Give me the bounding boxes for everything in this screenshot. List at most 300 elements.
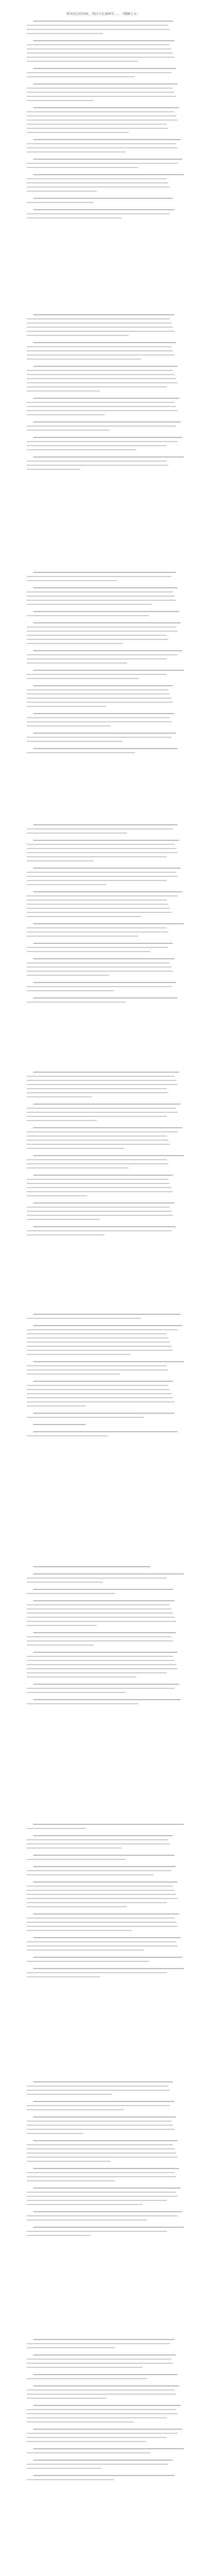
text-line [27,947,168,948]
text-line [27,1676,136,1677]
text-line [27,860,94,861]
text-line [27,1354,130,1355]
text-line [27,986,171,987]
text-line [27,25,168,26]
text-line [33,1573,184,1574]
text-line [33,1835,173,1836]
text-line [27,904,168,905]
text-line [27,596,175,597]
document-page [27,1314,179,1540]
text-line [27,178,167,179]
text-line [33,982,176,983]
text-line [27,884,106,885]
text-line [27,354,175,355]
text-line [27,1369,168,1370]
text-line [27,2452,150,2453]
document-page [27,824,179,1051]
text-line [27,2421,133,2422]
text-line [27,327,173,328]
text-line [27,213,170,214]
text-line [33,1684,179,1685]
text-line [33,748,178,749]
document-title: 寒风吹过的时候，我们立在凛冽里……（模糊正文） [66,12,140,16]
text-line [27,191,97,192]
text-line [27,1120,97,1121]
text-line [27,1131,178,1132]
text-line [27,2235,91,2236]
text-line [33,1824,184,1825]
text-line [27,2378,147,2379]
text-line [33,868,181,869]
text-line [27,1215,173,1216]
text-line [27,1918,175,1919]
text-line [27,128,168,129]
text-line [27,1365,167,1366]
text-line [27,1672,167,1673]
text-line [27,335,129,336]
text-line [27,591,173,592]
text-line [33,1127,182,1128]
text-line [27,1902,167,1903]
text-line [27,967,171,968]
text-line [27,2398,106,2399]
text-line [27,2204,143,2205]
text-line [27,2172,175,2173]
text-line [27,2433,178,2434]
text-line [33,107,179,108]
text-line [33,1072,179,1073]
text-line [27,844,175,845]
text-line [27,2417,167,2418]
text-line [27,1333,167,1334]
text-line [27,1108,176,1109]
text-line [33,2429,182,2430]
text-line [27,346,171,347]
text-line [27,654,178,655]
text-line [27,382,178,383]
text-line [27,132,129,133]
text-line [27,1191,173,1192]
text-line [33,1104,181,1105]
text-line [27,900,167,901]
text-line [27,1617,175,1618]
text-line [27,1417,144,1418]
text-line [27,143,176,144]
text-line [27,1839,168,1840]
text-line [33,2081,173,2082]
text-line [27,2153,176,2154]
text-line [27,202,94,203]
text-line [27,2161,111,2162]
text-line [27,1346,171,1347]
text-line [33,2188,181,2189]
text-line [27,151,126,152]
text-line [27,1870,171,1871]
text-line [27,1941,176,1942]
text-line [27,600,176,601]
text-line [27,1096,92,1097]
text-line [27,2157,178,2158]
text-line [27,626,176,628]
text-line [33,713,175,714]
text-line [27,2121,171,2122]
text-line [33,824,178,825]
text-line [33,943,173,944]
text-line [27,1219,100,1220]
text-line [27,2200,167,2201]
text-line [27,370,173,371]
text-line [27,856,167,857]
text-line [27,604,152,605]
text-line [27,2148,175,2149]
text-line [33,1566,150,1567]
text-line [27,61,138,62]
text-line [33,342,176,343]
text-line [27,1329,178,1330]
text-line [27,1945,178,1946]
text-line [33,1866,176,1867]
text-line [33,83,178,84]
text-line [27,378,176,379]
text-line [27,828,173,829]
text-line [27,2133,83,2134]
text-line [27,990,114,991]
text-line [27,706,106,707]
text-line [27,1159,167,1160]
text-line [27,1578,167,1579]
text-line [27,927,167,928]
text-line [27,1886,173,1887]
text-line [27,852,178,853]
text-line [27,639,168,640]
text-line [33,139,181,140]
text-line [27,2219,147,2221]
text-line [33,421,181,422]
text-line [33,997,178,998]
text-line [27,1076,175,1077]
text-line [27,1211,171,1212]
text-line [27,1318,141,1319]
text-line [27,430,109,431]
text-line [33,1325,182,1326]
text-line [33,2168,179,2169]
text-line [27,76,135,77]
text-line [27,1640,173,1641]
text-line [27,426,176,427]
text-line [27,2180,115,2181]
text-line [27,1401,175,1402]
text-line [33,2116,176,2117]
document-page [27,572,179,799]
text-line [27,1645,94,1646]
text-line [27,1848,122,1849]
text-line [27,1688,175,1689]
text-line [27,1874,153,1875]
text-line [27,2359,171,2360]
text-line [33,21,173,22]
text-line [27,120,178,121]
text-line [27,2144,173,2145]
text-line [27,44,170,45]
text-line [27,615,149,616]
text-line [33,1155,184,1156]
text-line [33,1968,184,1969]
text-line [33,1600,175,1601]
text-line [33,1413,175,1414]
text-line [27,1950,144,1951]
document-page [27,1824,179,2050]
text-line [27,576,171,577]
text-line [27,111,175,112]
text-line [33,1882,178,1883]
text-line [27,689,168,690]
text-line [27,1926,178,1927]
text-line [27,2196,178,2197]
text-line [27,402,175,403]
text-line [27,2437,167,2438]
text-line [27,57,175,58]
text-line [27,876,178,877]
text-line [27,1843,170,1844]
text-line [27,1593,115,1594]
text-line [27,880,167,881]
text-line [27,1092,168,1093]
text-line [27,908,170,909]
text-line [33,1431,178,1432]
text-line [27,1625,97,1626]
text-line [27,1207,170,1208]
text-line [27,2086,168,2087]
text-line [33,685,173,686]
text-line [27,163,178,164]
text-line [27,2464,168,2465]
text-line [27,331,175,332]
text-line [27,725,111,726]
text-line [27,962,170,963]
text-line [33,68,176,69]
text-line [27,53,173,54]
text-line [33,2140,178,2141]
text-line [33,2374,178,2375]
text-line [27,1342,170,1343]
text-line [27,1972,167,1973]
text-line [27,2192,176,2193]
text-line [27,1976,100,1977]
text-line [33,1589,173,1590]
text-line [33,1699,181,1700]
text-line [33,159,182,160]
text-line [27,635,167,636]
text-line [33,1937,181,1938]
text-line [27,717,170,718]
text-line [27,698,171,699]
text-line [27,752,135,753]
text-line [27,72,171,73]
text-line [27,2343,170,2344]
text-line [27,1163,168,1164]
text-line [27,1167,129,1168]
text-line [27,386,167,387]
text-line [27,1230,171,1231]
text-line [27,1435,108,1436]
text-line [27,92,175,93]
text-line [33,398,179,399]
text-line [27,391,100,392]
text-line [27,167,138,168]
text-line [27,674,167,675]
text-line [27,1906,127,1907]
text-line [27,1234,105,1235]
text-line [27,1088,167,1089]
text-line [27,916,141,917]
text-line [27,1894,176,1895]
text-line [27,323,171,324]
text-line [27,465,168,466]
text-line [33,891,182,892]
text-line [27,1136,167,1137]
text-line [27,217,122,218]
text-line [27,350,173,351]
text-line [27,2394,176,2395]
text-line [33,1314,181,1315]
text-line [27,1668,178,1669]
text-line [27,580,117,581]
text-line [27,1405,86,1406]
text-line [33,958,175,959]
text-line [27,445,167,446]
text-line [33,622,181,623]
text-line [33,2385,179,2386]
text-line [27,2479,114,2480]
text-line [33,2339,175,2340]
text-line [27,1350,173,1351]
text-line [27,2094,112,2095]
text-line [27,2129,175,2130]
text-line [27,2105,170,2106]
text-line [27,1664,176,1665]
text-line [27,2176,176,2177]
text-line [27,2409,176,2410]
text-line [27,410,178,411]
text-line [27,1828,86,1829]
text-line [27,124,167,125]
text-line [33,650,182,651]
text-line [27,1922,176,1923]
document-page [27,1072,179,1293]
text-line [27,1148,124,1149]
text-line [27,2413,178,2414]
text-line [27,1116,167,1117]
document-page [27,2339,179,2566]
text-line [27,1656,173,1657]
text-line [27,374,175,375]
text-line [27,2468,101,2469]
text-line [27,147,178,148]
text-line [27,2363,173,2364]
text-line [27,895,178,896]
text-line [27,833,127,834]
text-line [27,1195,88,1196]
text-line [27,872,176,873]
text-line [27,1393,171,1394]
text-line [27,737,171,738]
text-line [27,631,178,632]
text-line [27,2347,115,2348]
text-line [27,88,173,89]
text-line [27,1187,171,1188]
text-line [27,1961,149,1962]
text-line [33,1381,173,1382]
text-line [33,840,179,841]
text-line [27,848,176,849]
text-line [27,100,94,101]
text-line [33,314,175,315]
text-line [27,643,123,644]
text-line [33,2227,184,2228]
text-line [27,2367,143,2368]
text-line [33,1632,176,1633]
text-line [33,40,175,41]
text-line [33,456,184,457]
text-line [33,587,178,588]
text-line [27,2109,124,2110]
text-line [33,733,176,734]
text-line [27,318,170,319]
text-line [27,1374,120,1375]
text-line [27,449,136,450]
text-line [27,1636,171,1637]
text-line [33,2211,182,2212]
document-page [27,1566,179,1793]
text-line [27,1084,178,1085]
text-line [27,1112,178,1113]
text-line [27,1898,178,1899]
document-page [27,314,179,541]
text-line [27,1930,132,1931]
text-line [27,414,105,415]
text-line [27,663,127,664]
text-line [27,702,173,703]
text-line [27,658,167,659]
text-line [27,2231,167,2232]
text-line [27,1397,173,1398]
text-line [33,198,173,199]
text-line [33,1424,87,1425]
text-line [27,359,141,360]
text-line [27,406,176,407]
text-line [33,1361,184,1362]
text-line [27,1337,168,1338]
text-line [27,96,176,97]
text-line [27,1582,103,1583]
text-line [27,1608,171,1609]
text-line [27,2215,178,2216]
text-line [27,721,171,722]
text-line [27,2090,170,2091]
text-line [27,1859,126,1860]
text-line [27,469,80,470]
text-line [27,1385,168,1386]
text-line [27,461,167,462]
text-line [27,1660,175,1661]
text-line [33,2354,176,2355]
text-line [33,2460,173,2461]
document-page [27,2081,179,2308]
text-line [33,1652,178,1653]
text-line [33,1913,179,1914]
document-page [27,21,179,299]
text-line [33,366,178,367]
